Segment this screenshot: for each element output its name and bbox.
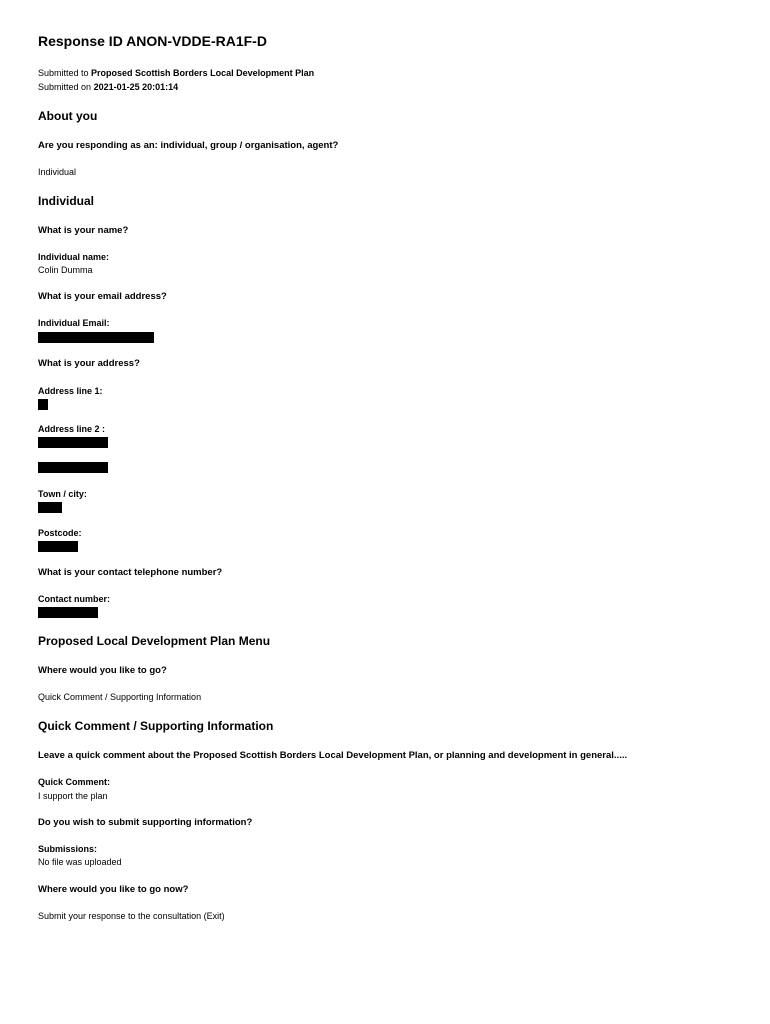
responder-type-answer: Individual	[38, 167, 77, 177]
phone-redaction	[38, 607, 98, 618]
address1-redaction	[38, 399, 48, 410]
submitted-on-value: 2021-01-25 20:01:14	[93, 82, 179, 92]
town-label: Town / city:	[38, 489, 87, 499]
postcode-label: Postcode:	[38, 528, 82, 538]
next-step-answer: Submit your response to the consultation (Exit)	[38, 911, 225, 921]
individual-heading: Individual	[38, 194, 95, 208]
email-question: What is your email address?	[38, 291, 167, 302]
address2-redaction	[38, 437, 108, 448]
postcode-redaction	[38, 541, 78, 552]
email-redaction	[38, 332, 154, 343]
submitted-on-line	[38, 82, 178, 92]
name-label: Individual name:	[38, 252, 110, 262]
next-step-question: Where would you like to go now?	[38, 884, 189, 895]
menu-answer: Quick Comment / Supporting Information	[38, 692, 202, 702]
quick-comment-heading: Quick Comment / Supporting Information	[38, 719, 274, 733]
submitted-to-line	[38, 68, 314, 78]
about-you-heading: About you	[38, 109, 98, 123]
quick-comment-question: Leave a quick comment about the Proposed Scottish Borders Local Development Plan, or planning and development in general.....	[38, 750, 628, 761]
name-value: Colin Dumma	[38, 265, 93, 275]
submissions-value: No file was uploaded	[38, 857, 122, 867]
address2-redaction-extra	[38, 462, 108, 473]
submissions-label: Submissions:	[38, 844, 98, 854]
address1-label: Address line 1:	[38, 386, 103, 396]
menu-question: Where would you like to go?	[38, 665, 167, 676]
responder-type-question: Are you responding as an: individual, group / organisation, agent?	[38, 140, 339, 151]
supporting-info-question: Do you wish to submit supporting information?	[38, 817, 253, 828]
menu-heading: Proposed Local Development Plan Menu	[38, 634, 271, 648]
submitted-on-label: Submitted on	[38, 82, 92, 92]
phone-label: Contact number:	[38, 594, 110, 604]
phone-question: What is your contact telephone number?	[38, 567, 223, 578]
quick-comment-label: Quick Comment:	[38, 777, 111, 787]
submitted-to-label: Submitted to	[38, 68, 89, 78]
address-question: What is your address?	[38, 358, 140, 369]
name-question: What is your name?	[38, 225, 129, 236]
email-label: Individual Email:	[38, 318, 110, 328]
response-title: Response ID ANON-VDDE-RA1F-D	[38, 33, 267, 49]
submitted-to-value: Proposed Scottish Borders Local Development Plan	[91, 68, 315, 78]
address2-label: Address line 2 :	[38, 424, 106, 434]
town-redaction	[38, 502, 62, 513]
quick-comment-value: I support the plan	[38, 791, 108, 801]
